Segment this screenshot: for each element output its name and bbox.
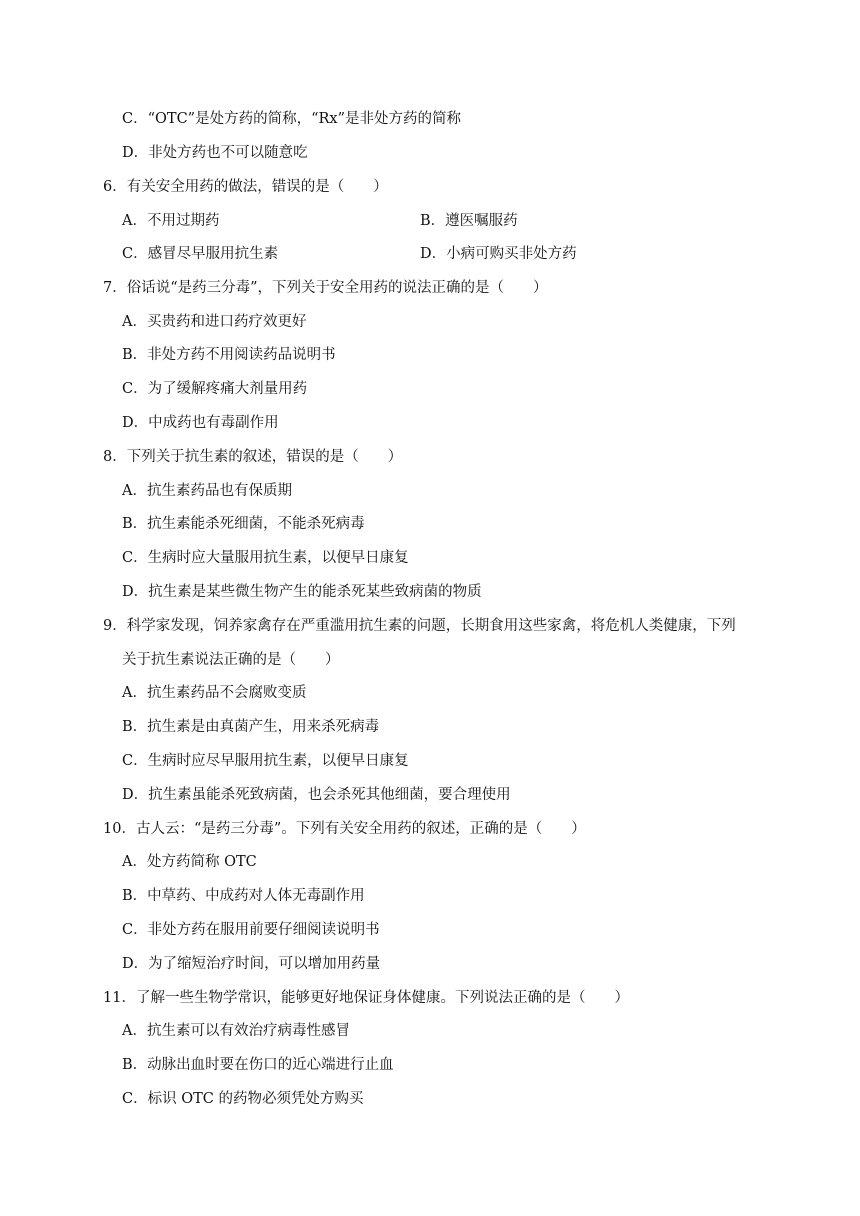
q5-option-c: C．“OTC”是处方药的简称，“Rx”是非处方药的简称 bbox=[122, 111, 461, 127]
q8-option-c: C．生病时应大量服用抗生素，以便早日康复 bbox=[122, 550, 409, 566]
q8-option-b: B．抗生素能杀死细菌，不能杀死病毒 bbox=[122, 516, 365, 532]
q10-option-b: B．中草药、中成药对人体无毒副作用 bbox=[122, 888, 365, 904]
q6-option-a: A．不用过期药 bbox=[122, 213, 220, 229]
q6-option-c: C．感冒尽早服用抗生素 bbox=[122, 246, 279, 262]
q11-option-c: C．标识 OTC 的药物必须凭处方购买 bbox=[122, 1091, 364, 1107]
q11-option-a: A．抗生素可以有效治疗病毒性感冒 bbox=[122, 1023, 350, 1039]
q7-option-d: D．中成药也有毒副作用 bbox=[122, 415, 279, 431]
q10-option-d: D．为了缩短治疗时间，可以增加用药量 bbox=[122, 956, 381, 972]
q9-stem-line1: 9．科学家发现，饲养家禽存在严重滥用抗生素的问题，长期食用这些家禽，将危机人类健康，下列 bbox=[103, 618, 736, 634]
q6-stem: 6．有关安全用药的做法，错误的是（ ） bbox=[103, 179, 388, 195]
q5-option-d: D．非处方药也不可以随意吃 bbox=[122, 145, 308, 161]
q7-option-c: C．为了缓解疼痛大剂量用药 bbox=[122, 381, 308, 397]
q6-option-b: B．遵医嘱服药 bbox=[420, 213, 518, 229]
q9-option-d: D．抗生素虽能杀死致病菌，也会杀死其他细菌，要合理使用 bbox=[122, 787, 511, 803]
q9-option-b: B．抗生素是由真菌产生，用来杀死病毒 bbox=[122, 719, 380, 735]
q10-stem: 10．古人云：“是药三分毒”。下列有关安全用药的叙述，正确的是（ ） bbox=[103, 821, 586, 837]
q8-option-d: D．抗生素是某些微生物产生的能杀死某些致病菌的物质 bbox=[122, 584, 482, 600]
q7-stem: 7．俗话说“是药三分毒”，下列关于安全用药的说法正确的是（ ） bbox=[103, 280, 548, 296]
q10-option-a: A．处方药简称 OTC bbox=[122, 854, 257, 870]
q9-option-c: C．生病时应尽早服用抗生素，以便早日康复 bbox=[122, 753, 409, 769]
q7-option-a: A．买贵药和进口药疗效更好 bbox=[122, 314, 307, 330]
q9-stem-line2: 关于抗生素说法正确的是（ ） bbox=[122, 652, 340, 668]
q7-option-b: B．非处方药不用阅读药品说明书 bbox=[122, 347, 336, 363]
q6-option-d: D．小病可购买非处方药 bbox=[420, 246, 577, 262]
q11-stem: 11．了解一些生物学常识，能够更好地保证身体健康。下列说法正确的是（ ） bbox=[103, 990, 629, 1006]
q11-option-b: B．动脉出血时要在伤口的近心端进行止血 bbox=[122, 1057, 394, 1073]
q8-option-a: A．抗生素药品也有保质期 bbox=[122, 483, 292, 499]
q10-option-c: C．非处方药在服用前要仔细阅读说明书 bbox=[122, 922, 380, 938]
q9-option-a: A．抗生素药品不会腐败变质 bbox=[122, 685, 307, 701]
q8-stem: 8．下列关于抗生素的叙述，错误的是（ ） bbox=[103, 449, 403, 465]
